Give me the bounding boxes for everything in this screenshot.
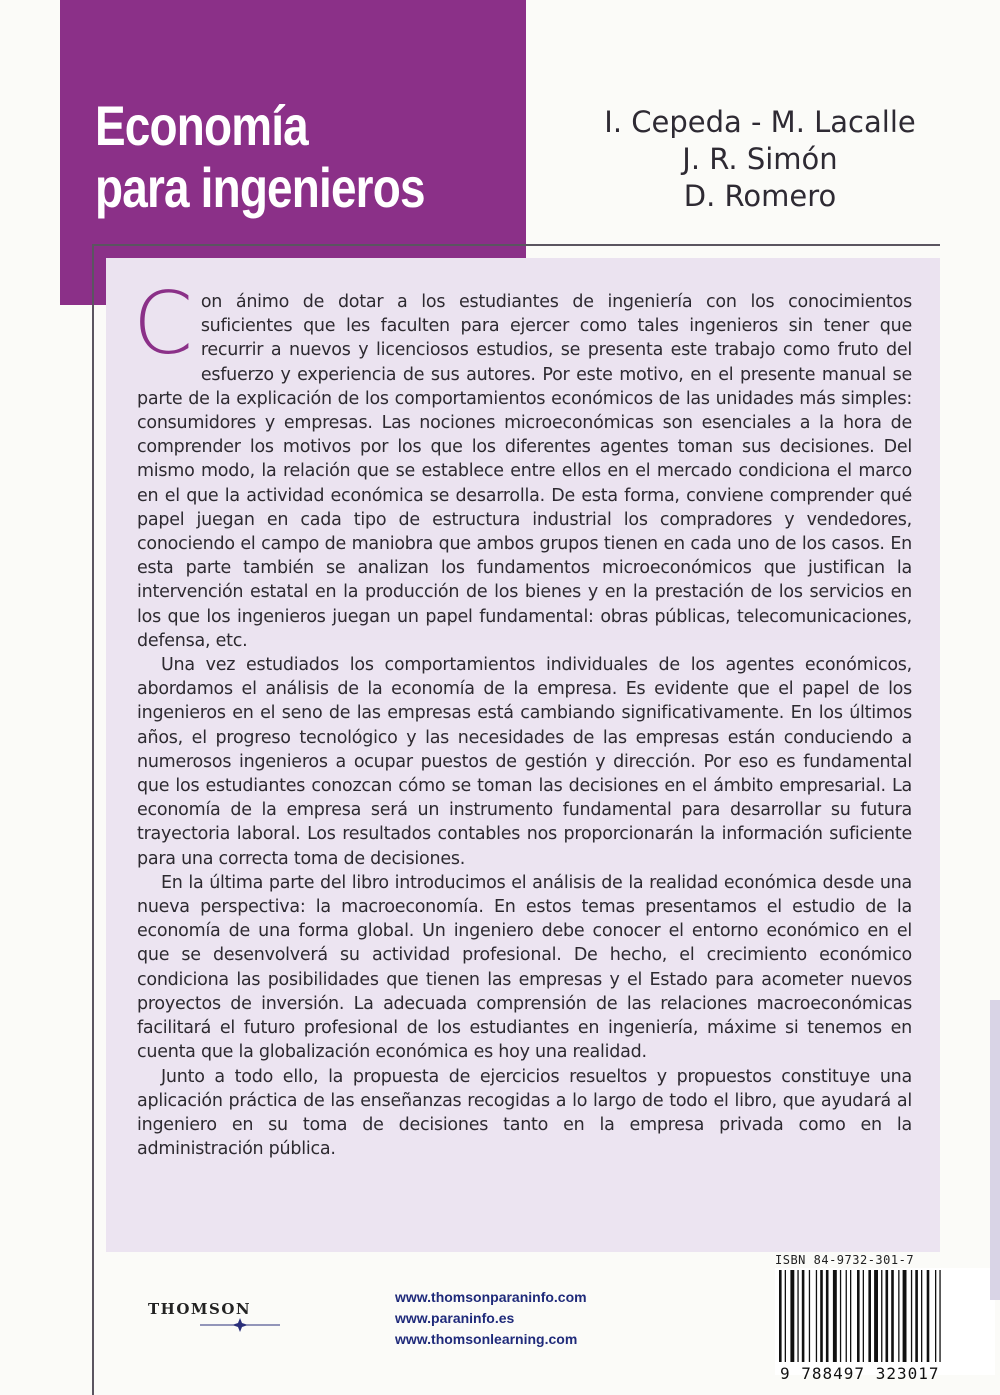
synopsis-text [133,274,912,1161]
barcode-bar [826,1270,829,1362]
barcode-bar [935,1270,936,1362]
barcode-bar [886,1270,889,1362]
paragraph-3: En la última parte del libro introducimos el análisis de la realidad económica desde una nueva perspectiva: la macroeconomía. En estos temas presentamos el estudio de la economía de una forma global. Un ingeniero debe conocer el entorno económico en el que se desenvolverá su actividad profesional. De hecho, el crecimiento económico condiciona las posibilidades que tienen las empresas y el Estado para acometer nuevos proyectos de inversión. La adecuada comprensión de las relaciones macroeconómicas facilitará el futuro profesional de los estudiantes en ingeniería, máxime si tenemos en cuenta que la globalización económica es hoy una realidad. [137,872,912,1063]
publisher-logo: THOMSON [148,1300,252,1318]
title-line-2: para ingenieros [95,156,425,219]
barcode-bar [840,1270,841,1362]
barcode-bar [911,1270,912,1362]
paragraph-1 [133,274,912,653]
frame-rule-left [92,244,94,1395]
barcode-bar [846,1270,847,1362]
url-thomsonparaninfo[interactable]: www.thomsonparaninfo.com [395,1289,587,1305]
title-line-1: Economía [95,94,308,157]
barcode-bar [785,1270,786,1362]
publisher-urls [395,1287,587,1350]
barcode-bar [820,1270,823,1362]
drop-cap: C [133,274,193,374]
author-line-3: D. Romero [683,179,837,213]
barcode-bar [921,1270,922,1362]
barcode-bar [797,1270,798,1362]
barcode-bar [833,1270,837,1362]
barcode-bar [868,1270,871,1362]
paragraph-2: Una vez estudiados los comportamientos individuales de los agentes económicos, abordamos el análisis de la economía de la empresa. Es evidente que el papel de los ingenieros en el seno de las empresas está cambiando significativamente. En los últimos años, el progreso tecnológico y las necesidades de las empresas están conduciendo a numerosos ingenieros a ocupar puestos de gestión y dirección. Por eso es fundamental que los estudiantes conozcan cómo se toman las decisiones en el ámbito empresarial. La economía de la empresa será un instrumento fundamental para desarrollar su futura trayectoria laboral. Los resultados contables nos proporcionarán la información suficiente para una correcta toma de decisiones. [137,655,912,869]
barcode-bar [790,1270,794,1362]
page-edge-strip [990,1000,1000,1300]
barcode-bar [809,1270,810,1362]
barcode-bar [779,1270,782,1362]
url-paraninfo[interactable]: www.paraninfo.es [395,1310,515,1326]
barcode-digits: 9 788497 323017 [780,1364,940,1383]
frame-rule-top [92,244,940,246]
barcode-bar [939,1270,940,1362]
barcode-bar [857,1270,860,1362]
barcode-bar [927,1270,930,1362]
book-title [95,95,425,219]
barcode-bar [802,1270,805,1362]
barcode-bar [874,1270,878,1362]
barcode-bar [881,1270,882,1362]
url-thomsonlearning[interactable]: www.thomsonlearning.com [395,1331,578,1347]
paragraph-4: Junto a todo ello, la propuesta de ejercicios resueltos y propuestos constituye una aplicación práctica de las enseñanzas recogidas a lo largo de todo el libro, que ayudará al ingeniero en su toma de decisiones tanto en la empresa privada como en la administración pública. [137,1066,912,1160]
barcode-bar [850,1270,851,1362]
barcode-bar [863,1270,864,1362]
barcode-bar [915,1270,918,1362]
barcode-bar [898,1270,899,1362]
barcode-bar [816,1270,817,1362]
author-line-1: I. Cepeda - M. Lacalle [604,105,916,139]
isbn-label: ISBN 84-9732-301-7 [775,1253,915,1267]
publisher-star-icon [200,1318,280,1332]
authors [560,104,960,215]
barcode-bar [903,1270,907,1362]
barcode-bar [891,1270,894,1362]
paragraph-1-text: on ánimo de dotar a los estudiantes de ingeniería con los conocimientos suficientes que les faculten para ejercer como tales ingenieros sin tener que recurrir a nuevos y licenciosos estudios, se presenta este trabajo como fruto del esfuerzo y experiencia de sus autores. Por este motivo, en el presente manual se parte de la explicación de los comportamientos económicos de las unidades más simples: consumidores y empresas. Las nociones microeconómicas son esenciales a la hora de comprender los motivos por los que los diferentes agentes toman sus decisiones. Del mismo modo, la relación que se establece entre ellos en el mercado condiciona el marco en el que la actividad económica se desarrolla. De esta forma, conviene comprender qué papel juegan en cada tipo de estructura industrial los compradores y vendedores, conociendo el campo de maniobra que ambos grupos tienen en cada uno de los casos. En esta parte también se analizan los fundamentos microeconómicos que justifican la intervención estatal en la producción de los bienes y en la prestación de los servicios en los que los ingenieros juegan un papel fundamental: obras públicas, telecomunicaciones, defensa, etc. [137,292,912,651]
barcode-icon [775,1268,995,1375]
author-line-2: J. R. Simón [682,142,838,176]
